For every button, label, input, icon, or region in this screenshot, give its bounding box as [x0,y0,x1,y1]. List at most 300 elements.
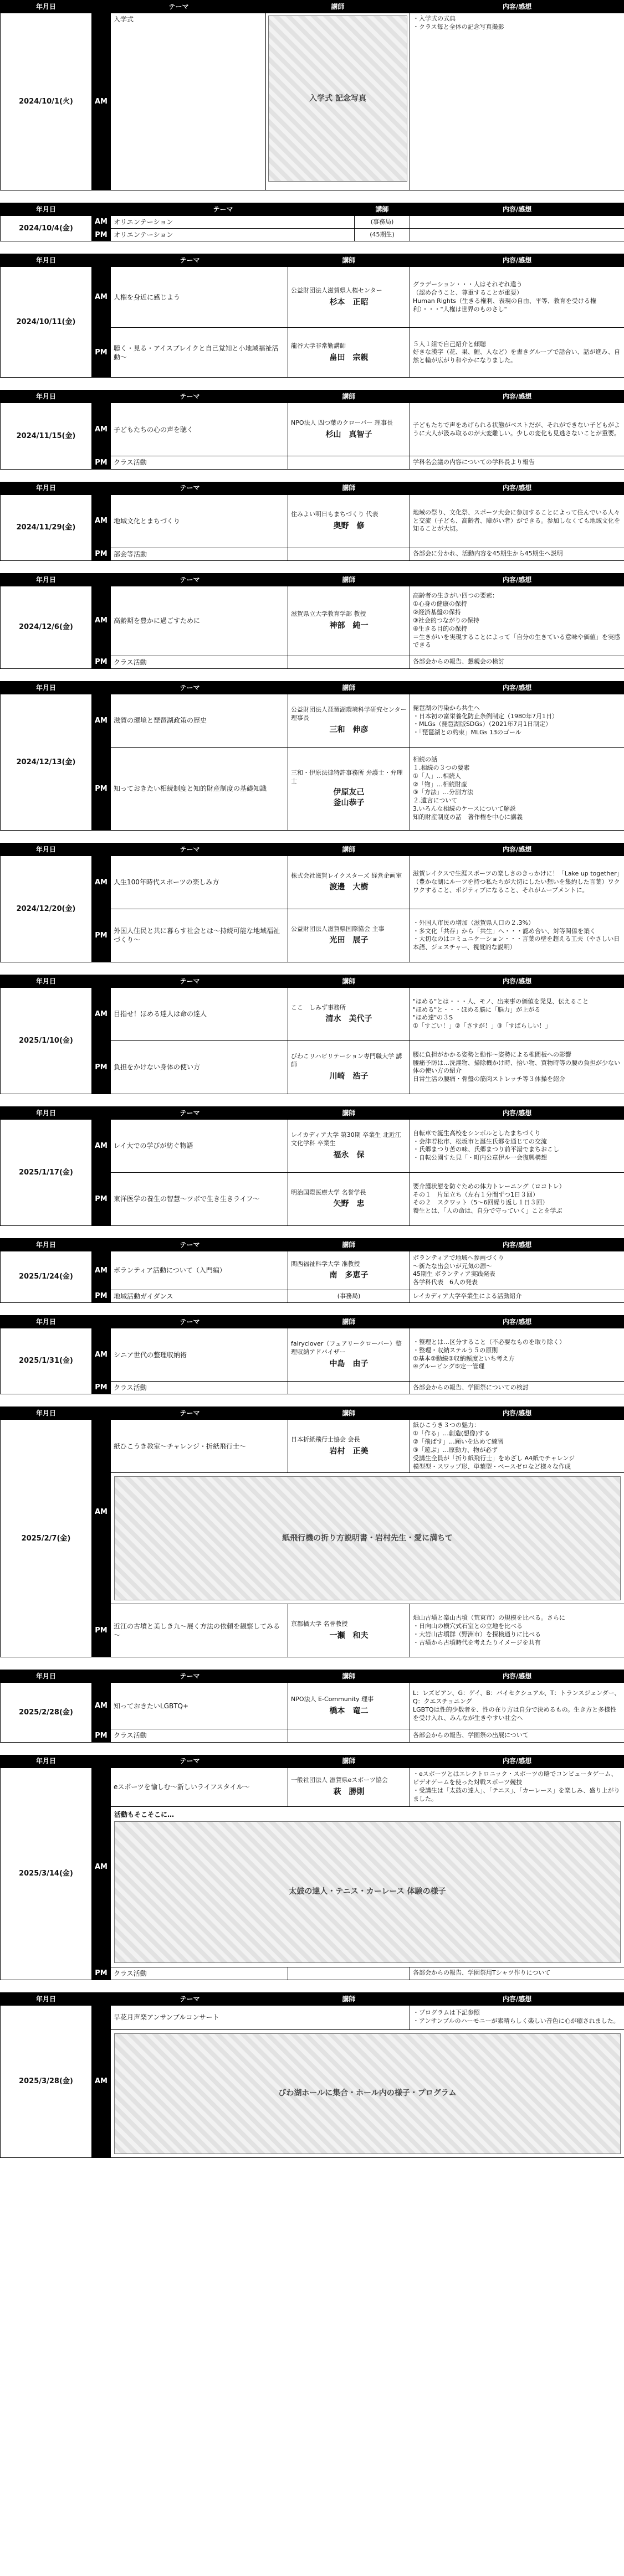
pm-label: PM [92,1172,111,1225]
header-content: 内容/感想 [410,681,624,694]
session-row [1,216,624,229]
pm-label: PM [92,1729,111,1742]
header-theme: テーマ [92,203,355,216]
am-label: AM [92,267,111,328]
header-content: 内容/感想 [410,254,624,267]
session-content: 畑山古墳と楽山古墳（荒東市）の規模を比べる。さらに ・日向山の横穴式石室との立地を比べる ・大岩山古墳群（野洲市）を探検通りに比べる ・古墳から古墳時代を考えたりイメージを共有 [410,1604,624,1657]
paper-plane-photo: 紙飛行機の折り方説明書・岩村先生・愛に満ちて [114,1476,621,1600]
header-lecturer: 講師 [288,1755,410,1768]
session-lecturer [288,1768,410,1806]
header-date: 年月日 [1,975,92,987]
header-row [1,1316,624,1328]
pm-label: PM [92,548,111,560]
session-row [1,656,624,668]
session-row [1,586,624,656]
header-theme: テーマ [92,482,288,494]
session-content: L：レズビアン、G：ゲイ、B：バイセクシュアル、T：トランスジェンダー、Q：クエスチョニング LGBTQは性的少数者を、性の在り方は自分で決めるもの。生き方と多様性を受け入れ、みんなが生きやすい社会へ [410,1683,624,1729]
lecturer-name: 渡邊 大樹 [329,883,369,892]
lecturer-name: 伊原友己 釜山恭子 [333,788,365,808]
session-lecturer [288,1172,410,1225]
header-content: 内容/感想 [410,1407,624,1420]
lecturer-org: fairyclover（フェアリークローバー）整理収納アドバイザー [291,1340,402,1356]
lecturer-org: 関西福祉科学大学 准教授 [291,1260,360,1268]
header-row [1,681,624,694]
session-theme: 負担をかけない身体の使い方 [111,1040,288,1094]
header-content: 内容/感想 [410,1670,624,1683]
header-row [1,573,624,586]
pm-label: PM [92,229,111,241]
session-row [1,987,624,1040]
header-lecturer: 講師 [288,254,410,267]
ceremony-photo: 入学式 記念写真 [268,16,407,182]
header-content: 内容/感想 [410,390,624,403]
header-date: 年月日 [1,390,92,403]
session-date: 2025/1/10(金) [1,987,92,1094]
session-content: ボランティアで地域へ参画づくり ～新たな出会いが元気の源～ 45期生 ボランティア実践発表 各学科代表 6人の発表 [410,1251,624,1290]
lecturer-org: 龍谷大学非常勤講師 [291,342,346,349]
session-table [0,203,624,241]
lecturer-org: 株式会社滋賀レイクスターズ 経営企画室 [291,872,402,879]
session-lecturer [288,656,410,668]
lecturer-name: 神部 純一 [329,621,369,631]
session-theme: 地域文化とまちづくり [111,494,288,548]
am-label: AM [92,1119,111,1172]
header-content: 内容/感想 [410,1238,624,1251]
am-label: AM [92,1420,111,1604]
am-label: AM [92,856,111,909]
header-theme: テーマ [92,975,288,987]
session-date: 2024/11/15(金) [1,403,92,469]
header-lecturer: 講師 [288,843,410,856]
header-row [1,1106,624,1119]
session-lecturer [288,987,410,1040]
session-theme: オリエンテーション [111,229,355,241]
session-lecturer [288,494,410,548]
header-date: 年月日 [1,1407,92,1420]
header-row [1,1407,624,1420]
session-lecturer [288,586,410,656]
session-content: 各部会からの報告、学園祭用Tシャツ作りについて [410,1967,624,1980]
lecturer-org: びわこリハビリテーション専門職大学 講師 [291,1053,402,1068]
session-theme [111,13,266,190]
header-row [1,254,624,267]
session-photo-cell [111,2029,624,2157]
session-content: 地域の祭り、文化祭、スポーツ大会に参加することによって住んでいる人々と交流（子ども、高齢者、障がい者）ができる。参加しなくても地域文化を知ることが大切。 [410,494,624,548]
session-content: 相続の話 １.相続の３つの要素 ①「人」…相続人 ②「物」…相続財産 ③「方法」…分割方法 ２.遺言について 3.いろんな相続のケースについて解説 知的財産制度の話 著作権を中心に講義 [410,747,624,830]
pm-label: PM [92,656,111,668]
session-content: 琵琶湖の汚染から共生へ ・日本初の富栄養化防止条例制定（1980年7月1日） ・MLGs（琵琶湖版SDGs）（2021年7月1日制定） ・「琵琶湖との約束」MLGs 13のゴール [410,694,624,747]
session-row [1,1729,624,1742]
session-row [1,1604,624,1657]
session-lecturer [288,1729,410,1742]
header-content: 内容/感想 [410,843,624,856]
session-content: 各部会に分かれ、活動内容を45期生から45期生へ説明 [410,548,624,560]
header-row [1,482,624,494]
session-content: 自転車で誕生高校をシンボルとしたまちづくり ・会津若松市、松坂市と誕生氏郷を通じての交流 ・氏郷まつり苦の味、氏郷まつり前平湯でまちおこし ・自転公園すた見「・町内公章伊ル一会復興構想 [410,1119,624,1172]
session-content: レイカディア大学卒業生による活動紹介 [410,1290,624,1302]
session-theme: 外国人住民と共に暮らす社会とは～持続可能な地域福祉づくり～ [111,909,288,962]
session-photo-cell [266,13,410,190]
pm-label: PM [92,1604,111,1657]
session-table [0,1315,624,1394]
header-lecturer: 講師 [355,203,410,216]
am-label: AM [92,1683,111,1729]
session-row [1,548,624,560]
session-theme: 紙ひこうき教室～チャレンジ・折紙飛行士～ [111,1420,288,1473]
pm-label: PM [92,1290,111,1302]
pm-label: PM [92,747,111,830]
session-lecturer [288,1604,410,1657]
header-theme: テーマ [92,1,266,13]
header-date: 年月日 [1,681,92,694]
lecturer-org: 日本折紙飛行士協会 会長 [291,1435,360,1443]
session-row [1,909,624,962]
session-photo-cell [111,1473,624,1604]
pm-label: PM [92,1967,111,1980]
session-lecturer: (事務局) [288,1290,410,1302]
session-content: ・外国人市民の増加（滋賀県人口の２.3%） ・多文化「共存」から「共生」へ・・・認め合い、対等関係を築く ・大切なのはコミュニケーション・・・言葉の壁を超える工夫（やさしい日本語、ジェスチャー、視覚的な説明） [410,909,624,962]
session-lecturer [288,1328,410,1382]
am-label: AM [92,1251,111,1290]
session-lecturer [288,1040,410,1094]
session-theme: 人権を身近に感じよう [111,267,288,328]
session-content: 学科名会議の内容についての学科長より報告 [410,456,624,469]
lecturer-name: 三和 伸彦 [329,725,369,734]
lecturer-org: NPO法人 四つ葉のクローバー 理事長 [291,419,393,426]
session-date: 2024/10/4(金) [1,216,92,241]
header-theme: テーマ [92,573,288,586]
header-theme: テーマ [92,681,288,694]
lecturer-org: 滋賀県立大学教育学部 教授 [291,610,366,618]
lecturer-name: 奥野 修 [333,522,365,531]
session-table [0,0,624,190]
pm-label: PM [92,1382,111,1394]
session-lecturer [288,1251,410,1290]
header-content: 内容/感想 [410,1316,624,1328]
session-photo-cell [111,1806,624,1967]
session-row [1,456,624,469]
lecturer-name: 矢野 忠 [333,1199,365,1209]
session-table [0,1407,624,1657]
am-label: AM [92,494,111,548]
session-theme: クラス活動 [111,1967,288,1980]
lecturer-name: 杉本 正昭 [329,297,369,307]
session-row [1,13,624,190]
header-content: 内容/感想 [410,203,624,216]
lecturer-org: ここ しみず事務所 [291,1003,346,1011]
esports-photo: 太鼓の達人・テニス・カーレース 体験の様子 [114,1821,621,1963]
theme-text: 入学式 [114,16,134,23]
pm-label: PM [92,328,111,378]
header-date: 年月日 [1,1670,92,1683]
session-date: 2024/12/13(金) [1,694,92,830]
session-date: 2024/11/29(金) [1,494,92,560]
header-theme: テーマ [92,1407,288,1420]
session-row [1,2005,624,2029]
header-content: 内容/感想 [410,1,624,13]
header-theme: テーマ [92,1238,288,1251]
session-lecturer [288,1420,410,1473]
session-lecturer [288,267,410,328]
session-row [1,229,624,241]
am-label: AM [92,586,111,656]
header-theme: テーマ [92,1106,288,1119]
session-theme: 地域活動ガイダンス [111,1290,288,1302]
session-theme: クラス活動 [111,1382,288,1394]
lecturer-name: 清水 美代子 [325,1014,372,1024]
session-table [0,681,624,831]
session-lecturer [288,1119,410,1172]
session-table [0,1106,624,1226]
lecturer-name: 光田 展子 [329,936,369,945]
session-date: 2025/3/14(金) [1,1768,92,1980]
header-content: 内容/感想 [410,1992,624,2005]
header-lecturer: 講師 [288,681,410,694]
session-theme: 知っておきたいLGBTQ+ [111,1683,288,1729]
session-table [0,1992,624,2158]
session-row [1,856,624,909]
session-lecturer [288,456,410,469]
header-lecturer: 講師 [288,482,410,494]
session-table [0,1238,624,1303]
am-label: AM [92,694,111,747]
header-content: 内容/感想 [410,482,624,494]
session-lecturer [288,694,410,747]
session-theme: 高齢期を豊かに過ごすために [111,586,288,656]
session-date: 2024/12/6(金) [1,586,92,668]
session-lecturer: (事務局) [355,216,410,229]
header-row [1,1755,624,1768]
session-content: 各部会からの報告、懇親会の検討 [410,656,624,668]
session-lecturer [288,1683,410,1729]
lecturer-name: 川崎 浩子 [329,1071,369,1081]
header-date: 年月日 [1,254,92,267]
header-theme: テーマ [92,390,288,403]
header-content: 内容/感想 [410,975,624,987]
session-content: ・プログラムは下記参照 ・アンサンブルのハーモニーが素晴らしく楽しい音色に心が癒されました。 [410,2005,624,2029]
pm-label: PM [92,1040,111,1094]
header-row [1,975,624,987]
lecturer-name: 畠田 宗親 [329,353,369,362]
session-theme: クラス活動 [111,456,288,469]
session-row [1,1382,624,1394]
am-label: AM [92,1328,111,1382]
session-row [1,694,624,747]
header-date: 年月日 [1,482,92,494]
header-date: 年月日 [1,1,92,13]
session-row [1,494,624,548]
session-content: 腰に負担がかかる姿勢と動作～姿勢による椎間板への影響 腰痛予防は…洗濯物、掃除機かけ時、拾い物、買物時等の腰の負担が少ない体の使い方の紹介 日常生活の腰痛・骨盤の筋肉ストレッチ等３体操を紹介 [410,1040,624,1094]
lecturer-org: 公益財団法人琵琶湖環境科学研究センター 理事長 [291,706,407,722]
am-label: AM [92,2005,111,2157]
header-row [1,1238,624,1251]
am-label: AM [92,13,111,190]
header-lecturer: 講師 [288,1106,410,1119]
session-date: 2024/12/20(金) [1,856,92,962]
am-label: AM [92,987,111,1040]
session-theme: 子どもたちの心の声を聴く [111,403,288,456]
session-table [0,1755,624,1980]
session-row [1,1328,624,1382]
header-row [1,1992,624,2005]
session-content: ・整理とは…区分すること（不必要なものを取り除く） ・整理・収納ステルう５の原則 ①基本②動線③収納頻度といち考え方 ④グルーピング⑤定一管理 [410,1328,624,1382]
session-table [0,390,624,469]
header-row [1,843,624,856]
session-row [1,1040,624,1094]
session-theme: 人生100年時代スポーツの楽しみ方 [111,856,288,909]
lecturer-name: 一瀬 和夫 [329,1631,369,1640]
header-date: 年月日 [1,1992,92,2005]
session-theme: 部会等活動 [111,548,288,560]
session-row [1,1768,624,1806]
header-date: 年月日 [1,1316,92,1328]
session-table [0,254,624,378]
am-label: AM [92,1768,111,1967]
header-row [1,1670,624,1683]
header-date: 年月日 [1,1238,92,1251]
session-theme: クラス活動 [111,1729,288,1742]
session-date: 2024/10/11(金) [1,267,92,378]
lecturer-name: 岩村 正美 [329,1446,369,1456]
lecturer-org: NPO法人 E-Community 理事 [291,1696,374,1703]
lecturer-name: 杉山 真智子 [325,430,372,439]
lecturer-org: 京都橘大学 名誉教授 [291,1620,348,1627]
lecturer-org: 明治国際医療大学 名誉学長 [291,1188,366,1196]
concert-photo: びわ湖ホールに集合・ホール内の様子・プログラム [114,2033,621,2154]
session-row [1,267,624,328]
session-content: ・eスポーツとはエレクトロニック・スポーツの略でコンピュータゲーム、ビデオゲームを使った対戦スポーツ競技 ・受講生は「太鼓の達人」、「テニス」、「カーレース」を楽しみ、盛り上がりました。 [410,1768,624,1806]
lecturer-name: 南 多恵子 [329,1271,369,1280]
session-date: 2025/2/7(金) [1,1420,92,1657]
photo-caption: 活動もそこそこに… [114,1810,175,1818]
session-lecturer: (45期生) [355,229,410,241]
header-date: 年月日 [1,843,92,856]
session-content: 高齢者の生きがい四つの要素： ①心身の健康の保持 ②経済基盤の保持 ③社会的つながりの保持 ④生きる目的の保持 ＝生きがいを実現することによって「自分の生きている意味や価値」を実感できる [410,586,624,656]
header-content: 内容/感想 [410,573,624,586]
session-lecturer [288,1382,410,1394]
session-lecturer [288,747,410,830]
session-content: ・入学式の式典 ・クラス毎と全体の記念写真撮影 [410,13,624,190]
header-lecturer: 講師 [288,573,410,586]
session-row [1,403,624,456]
session-theme: オリエンテーション [111,216,355,229]
header-lecturer: 講師 [288,1238,410,1251]
session-theme: 知っておきたい相続制度と知的財産制度の基礎知識 [111,747,288,830]
session-table [0,482,624,561]
session-row [1,328,624,378]
header-row [1,203,624,216]
session-content [410,229,624,241]
session-row [1,1290,624,1302]
header-theme: テーマ [92,1755,288,1768]
session-lecturer [288,548,410,560]
lecturer-name: 中島 由子 [329,1359,369,1369]
session-row [1,1967,624,1980]
pm-label: PM [92,456,111,469]
session-date: 2024/10/1(火) [1,13,92,190]
header-lecturer: 講師 [288,975,410,987]
session-theme: シニア世代の整理収納術 [111,1328,288,1382]
lecturer-org: 住みよい明日もまちづくり 代表 [291,511,379,518]
header-theme: テーマ [92,843,288,856]
session-table [0,843,624,962]
session-lecturer [288,1967,410,1980]
session-content: ５人１組で自己紹介と傾聴 好きな漢字（花、果、鯉、人など）を書きグループで話合い、話が進み、自然と輪が広がり和やかになりました。 [410,328,624,378]
session-lecturer [288,328,410,378]
session-content: 紙ひこうき３つの魅力： ①「作る」…創造(想像)する ②「飛ばす」…願いを込めて練習 ③「遊ぶ」…原動力、物が必ず 受講生全員が「折り紙飛行士」をめざし A4紙でチャレンジ 模型型・スワップ形、単葉型・ベースゼロなど様々な作成 [410,1420,624,1473]
session-theme: eスポーツを愉しむ～新しいライフスタイル～ [111,1768,288,1806]
session-theme: 早花月声楽アンサンブルコンサート [111,2005,410,2029]
lecturer-org: 三和・伊原法律特許事務所 弁護士・弁理士 [291,769,403,785]
header-date: 年月日 [1,1106,92,1119]
session-theme: 近江の古墳と美しき九～展く方法の依頼を観察してみる～ [111,1604,288,1657]
header-lecturer: 講師 [266,1,410,13]
session-content [410,216,624,229]
session-content: 要介護状態を防ぐための体力トレーニング（ロコトレ） その１ 片足立ち（左右１分間ずつ1日３回） その２ スクワット（5～6回繰り返し１日３回） 養生とは、「人の命は、自分で守っていく」ことを学ぶ [410,1172,624,1225]
session-theme: ボランティア活動について（入門編） [111,1251,288,1290]
header-lecturer: 講師 [288,1670,410,1683]
lecturer-name: 橋本 竜二 [329,1706,369,1715]
session-lecturer [288,909,410,962]
session-theme: 目指せ！ほめる達人は命の達人 [111,987,288,1040]
session-row [1,1251,624,1290]
session-theme: レイ大での学びが紡ぐ物語 [111,1119,288,1172]
session-content: 各部会からの報告、学園祭の出展について [410,1729,624,1742]
session-row [1,747,624,830]
header-date: 年月日 [1,573,92,586]
session-theme: 東洋医学の養生の智慧～ツボで生き生きライフ～ [111,1172,288,1225]
session-theme: クラス活動 [111,656,288,668]
am-label: AM [92,216,111,229]
header-row [1,390,624,403]
session-table [0,975,624,1094]
session-row [1,1119,624,1172]
header-date: 年月日 [1,1755,92,1768]
session-lecturer [288,403,410,456]
lecturer-org: 公益財団法人滋賀県国際協会 主事 [291,925,385,932]
header-date: 年月日 [1,203,92,216]
lecturer-org: レイカディア大学 第30期 卒業生 北近江文化学科 卒業生 [291,1131,401,1147]
header-lecturer: 講師 [288,390,410,403]
lecturer-org: 公益財団法人滋賀県人権センター [291,287,382,294]
session-table [0,573,624,669]
session-theme: 滋賀の環境と琵琶湖政策の歴史 [111,694,288,747]
header-lecturer: 講師 [288,1316,410,1328]
header-row [1,1,624,13]
lecturer-name: 福永 保 [333,1150,365,1160]
session-content: 子どもたちで声をあげられる状態がベストだが、それができない子どもがように大人が汲み取るのが大変難しい。少しの変化も見逃さないことが重要。 [410,403,624,456]
session-table [0,1670,624,1742]
session-date: 2025/1/24(金) [1,1251,92,1302]
lecturer-org: 一般社団法人 滋賀県eスポーツ協会 [291,1776,388,1784]
session-content: 各部会からの報告、学園祭についての検討 [410,1382,624,1394]
session-lecturer [288,856,410,909]
header-theme: テーマ [92,1316,288,1328]
session-row [1,1683,624,1729]
header-theme: テーマ [92,254,288,267]
header-lecturer: 講師 [288,1992,410,2005]
session-date: 2025/1/31(金) [1,1328,92,1394]
header-content: 内容/感想 [410,1106,624,1119]
session-theme: 聴く・見る・アイスブレイクと自己覚知と小地域福祉活動～ [111,328,288,378]
header-theme: テーマ [92,1992,288,2005]
session-date: 2025/3/28(金) [1,2005,92,2157]
session-date: 2025/1/17(金) [1,1119,92,1225]
session-row [1,1420,624,1473]
session-content: 滋賀レイクスで生涯スポーツの楽しさのきっかけに！「Lake up together」（豊かな湖にルーツを持つ私たちが大切にしたい想いを集約した言葉）ワクワクすること、ポジティブになること、それがムーブメントに。 [410,856,624,909]
lecturer-name: 萩 勝則 [333,1787,365,1797]
pm-label: PM [92,909,111,962]
